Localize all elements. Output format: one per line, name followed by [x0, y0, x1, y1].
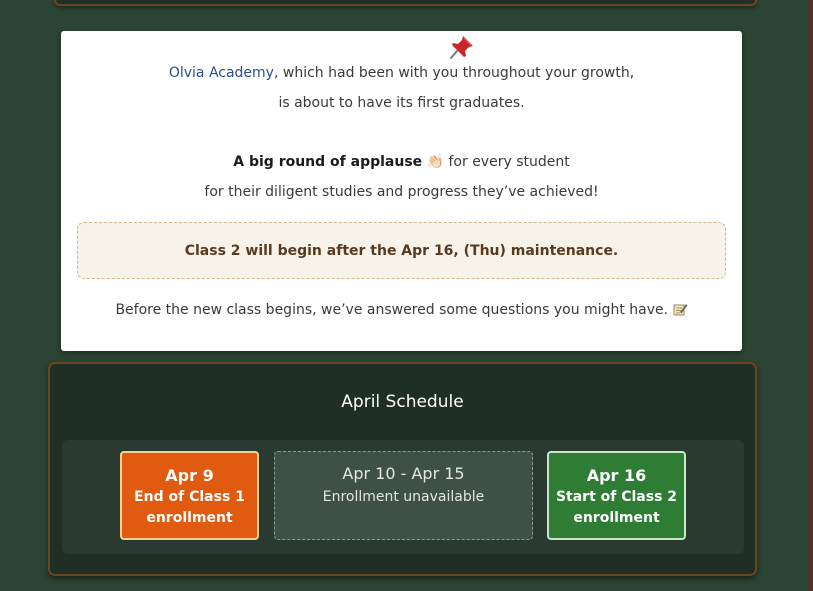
clapping-hands-icon: 👏🏻 [426, 154, 445, 170]
schedule-card-label-2: enrollment [146, 510, 233, 526]
intro-line-1 [61, 65, 742, 81]
announcement-card [61, 31, 742, 351]
april-schedule-panel [48, 362, 757, 576]
applause-line [61, 154, 742, 170]
academy-name: Olvia Academy [168, 65, 274, 81]
faq-intro-text: Before the new class begins, we’ve answered some questions you might have. [115, 302, 673, 318]
schedule-card-date: Apr 16 [586, 466, 647, 485]
memo-icon [673, 303, 688, 316]
schedule-card-enrollment-unavailable [274, 451, 533, 540]
schedule-card-label-1: Enrollment unavailable [322, 489, 485, 505]
schedule-track [62, 440, 744, 554]
maintenance-info-box [77, 222, 726, 279]
schedule-title: April Schedule [341, 392, 464, 412]
top-panel-edge [54, 0, 757, 6]
intro-line-1-text: , which had been with you throughout your growth, [273, 65, 635, 81]
intro-line-2: is about to have its first graduates. [278, 95, 525, 111]
right-wood-strip [807, 0, 813, 591]
maintenance-info-text: Class 2 will begin after the Apr 16, (Thu) maintenance. [184, 242, 619, 259]
schedule-card-start-class-2 [547, 451, 686, 540]
schedule-card-label-2: enrollment [573, 510, 660, 526]
schedule-card-label-1: Start of Class 2 [555, 489, 678, 505]
schedule-card-date: Apr 10 - Apr 15 [342, 464, 465, 483]
applause-line-2: for their diligent studies and progress they’ve achieved! [204, 184, 599, 200]
schedule-card-label-1: End of Class 1 [134, 489, 245, 505]
applause-heading: A big round of applause [233, 154, 423, 170]
schedule-card-date: Apr 9 [165, 466, 214, 485]
faq-intro-line [61, 302, 742, 318]
applause-line-text: for every student [444, 154, 570, 170]
schedule-card-end-class-1 [120, 451, 259, 540]
pushpin-icon [449, 34, 475, 60]
